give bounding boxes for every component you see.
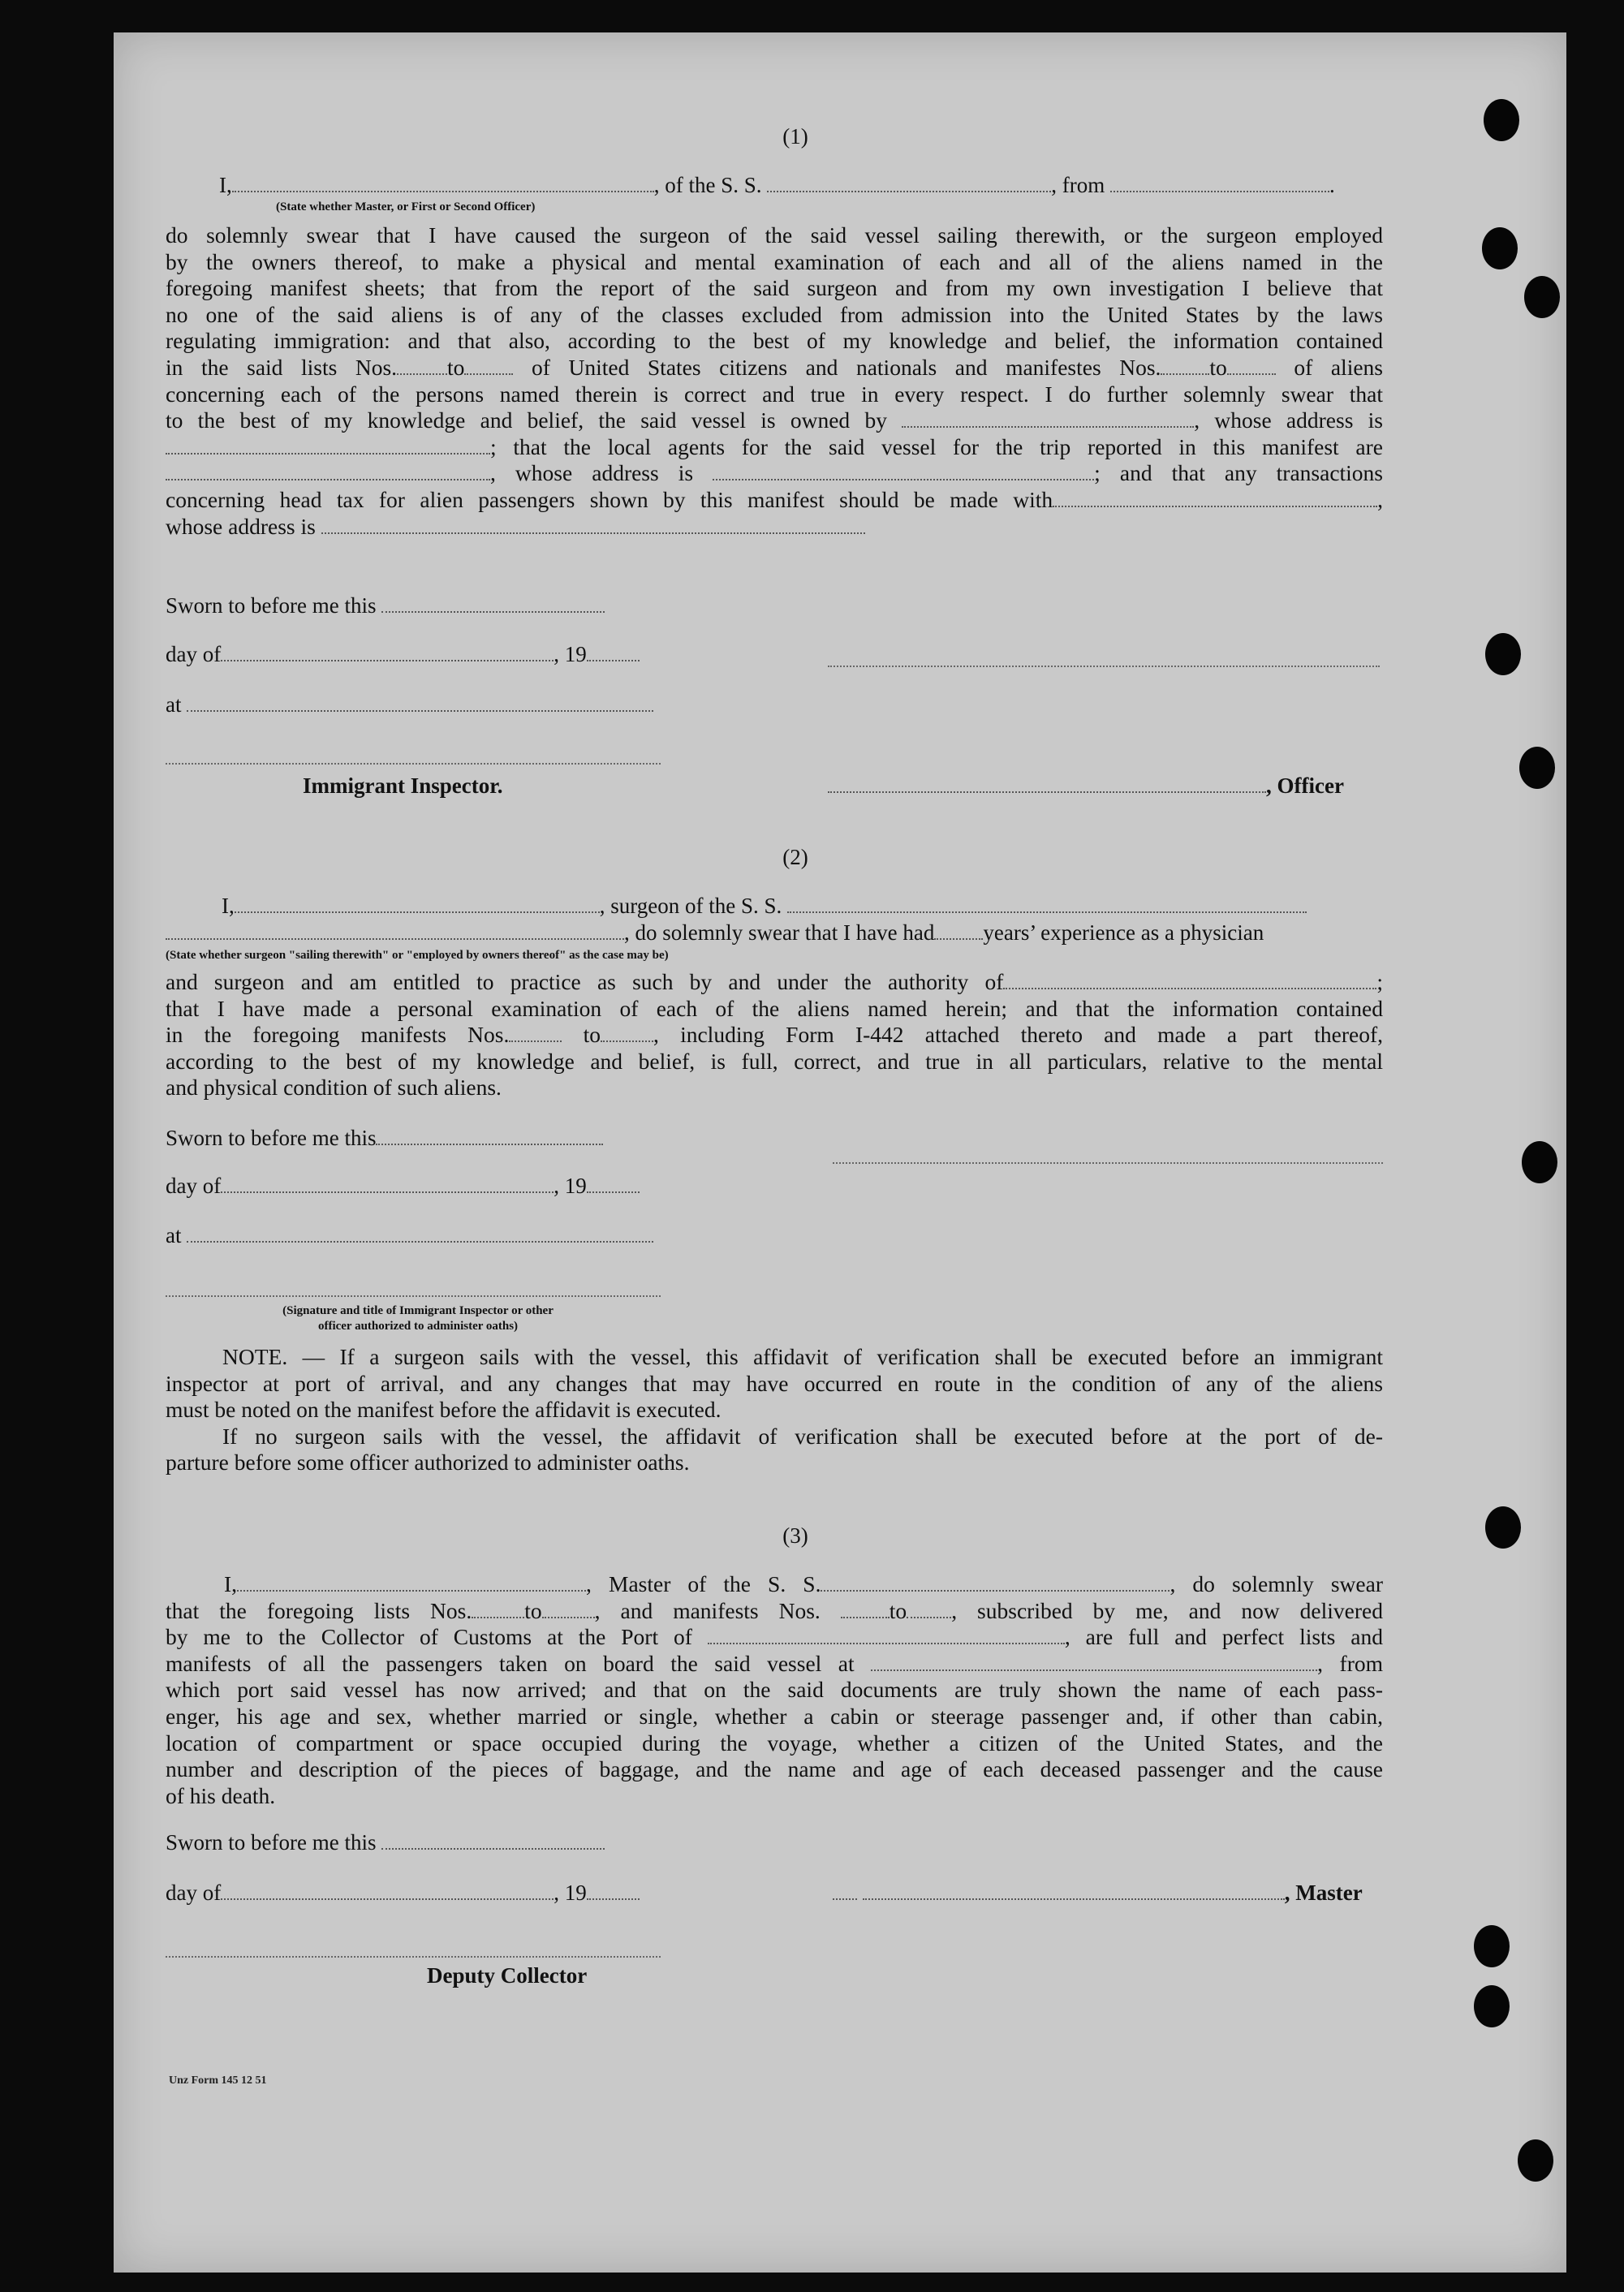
section-2-line-2: , do solemnly swear that I have had years’ experience as a physician xyxy=(166,920,1264,946)
section-1-officer-note: (State whether Master, or First or Second Officer) xyxy=(276,200,536,213)
punch-hole xyxy=(1485,1506,1521,1549)
signature-title-note: (Signature and title of Immigrant Inspector or other officer authorized to administer oaths) xyxy=(282,1304,554,1333)
signature-line xyxy=(166,1295,661,1297)
section-2-day-of: day of , 19 xyxy=(166,1173,640,1199)
punch-hole xyxy=(1474,1985,1510,2027)
section-1-sworn: Sworn to before me this xyxy=(166,592,605,618)
section-2-at: at xyxy=(166,1222,653,1248)
section-1-officer-line: , Officer xyxy=(828,773,1344,799)
signature-line xyxy=(833,1162,1383,1164)
section-1-line-1: I, , of the S. S. , from . xyxy=(219,173,1335,197)
section-2-oath-paragraph: and surgeon and am entitled to practice as such by and under the authority of ; that I have made a personal examination of each of the aliens named herein; and that the information contained in the foregoing manifests Nos. to , including Form I-442 attached thereto and made a part thereof, according to the best of my knowledge and belief, is full, correct, and true in all particulars, relative to the mental and physical condition of such aliens. xyxy=(166,969,1384,1101)
punch-hole xyxy=(1519,747,1555,789)
section-1-at: at xyxy=(166,691,653,717)
signature-line xyxy=(166,1956,661,1958)
section-2-note: NOTE. — If a surgeon sails with the vessel, this affidavit of verification shall be executed before an immigrant inspector at port of arrival, and any changes that may have occurred en route in the condition of any of the aliens must be noted on the manifest before the affidavit is executed. If no surgeon sails with the vessel, the affidavit of verification shall be executed before at the port of de- parture before some officer authorized to administer oaths. xyxy=(166,1344,1383,1476)
punch-hole xyxy=(1522,1141,1557,1183)
section-1-heading: (1) xyxy=(782,124,808,149)
punch-hole xyxy=(1524,276,1560,318)
section-1-oath-paragraph: do solemnly swear that I have caused the surgeon of the said vessel sailing therewith, or the surgeon employed by the owners thereof, to make a physical and mental examination of each and all of the aliens named in the foregoing manifest sheets; that from the report of the said surgeon and from my own investigation I believe that no one of the said aliens is of any of the classes excluded from admission into the United States by the laws regulating immigration: and that also, according to the best of my knowledge and belief, the information contained in the said lists Nos. to of United States citizens and nationals and manifestes Nos. to of aliens concerning each of the persons named therein is correct and true in every respect. I do further solemnly swear that to the best of my knowledge and belief, the said vessel is owned by , whose address is ; that the local agents for the said vessel for the trip reported in this manifest are , whose address is ; and that any transactions concerning head tax for alien passengers shown by this manifest should be made with , whose address is xyxy=(166,222,1384,539)
section-1-day-of: day of , 19 xyxy=(166,641,640,667)
signature-line xyxy=(166,763,661,765)
document-page xyxy=(114,32,1566,2273)
signature-line xyxy=(828,666,1380,667)
punch-hole xyxy=(1474,1925,1510,1967)
form-number: Unz Form 145 12 51 xyxy=(169,2074,267,2087)
section-2-line-1: I, , surgeon of the S. S. xyxy=(222,893,1307,919)
deputy-collector-label: Deputy Collector xyxy=(427,1963,588,1988)
section-3-day-of: day of , 19 xyxy=(166,1880,640,1906)
punch-hole xyxy=(1484,99,1519,141)
section-3-master-line: , Master xyxy=(833,1880,1363,1906)
section-2-heading: (2) xyxy=(782,845,808,869)
section-3-oath-paragraph: I, , Master of the S. S. , do solemnly swear that the foregoing lists Nos. to , and manifests Nos. to , subscribed by me, and now delivered by me to the Collector of Customs at the Port of , are full and perfect lists and manifests of all the passengers taken on board the said vessel at , from which port said vessel has now arrived; and that on the said documents are truly shown the name of each pass- enger, his age and sex, whether married or single, whether a cabin or steerage passenger and, if other than cabin, location of compartment or space occupied during the voyage, whether a citizen of the United States, and the number and description of the pieces of baggage, and the name and age of each deceased passenger and the cause of his death. xyxy=(166,1571,1384,1808)
section-2-sworn: Sworn to before me this xyxy=(166,1125,603,1151)
punch-hole xyxy=(1482,227,1518,269)
immigrant-inspector-label: Immigrant Inspector. xyxy=(303,773,503,798)
section-3-sworn: Sworn to before me this xyxy=(166,1829,605,1855)
punch-hole xyxy=(1518,2139,1553,2182)
section-3-heading: (3) xyxy=(782,1523,808,1548)
punch-hole xyxy=(1485,633,1521,675)
section-2-surgeon-note: (State whether surgeon "sailing therewith" or "employed by owners thereof" as the case may be) xyxy=(166,949,669,962)
